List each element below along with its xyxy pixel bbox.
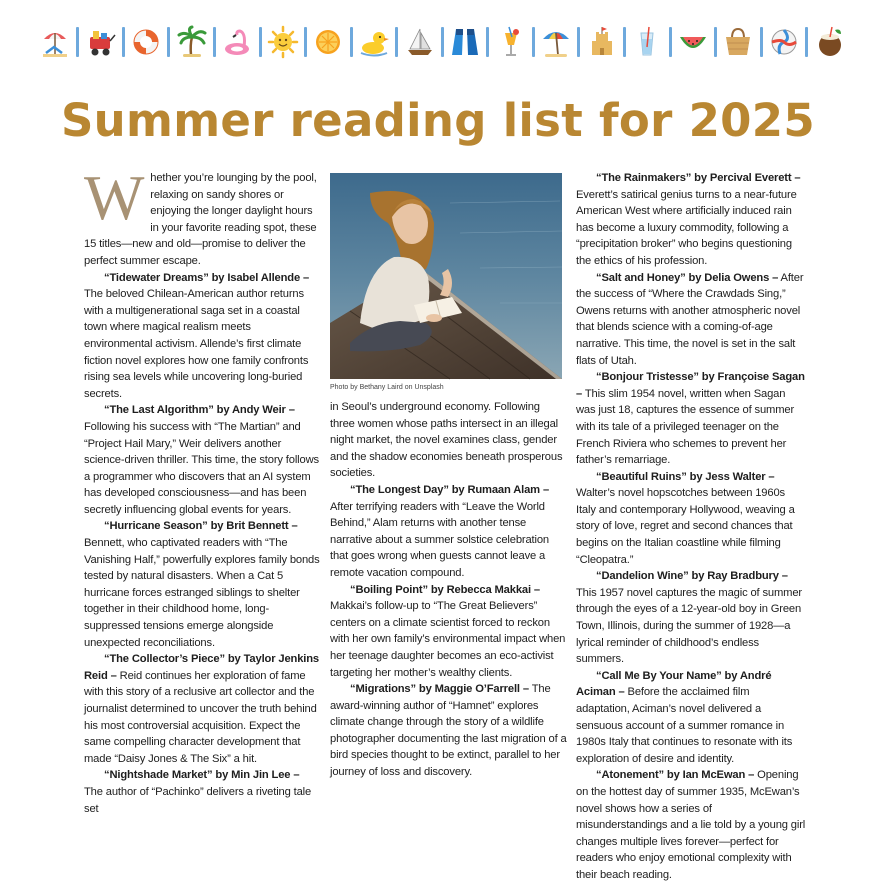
book-title: “Bonjour Tristesse” by Françoise Sagan – bbox=[576, 371, 805, 400]
sun-icon bbox=[268, 22, 298, 62]
book-description: Following his success with “The Martian” and “Project Hail Mary,” Weir delivers another science-driven thriller. This time, the story follows a programmer who discovers that an AI system has developed consciousness—and has been secretly influencing global events for years. bbox=[84, 420, 319, 516]
book-description: This slim 1954 novel, written when Sagan was just 18, captures the essence of summer with its tale of a privileged teenager on the French Riviera who schemes to prevent her father’s remarriage. bbox=[576, 387, 795, 467]
book-entry bbox=[330, 482, 567, 582]
book-title: “Atonement” by Ian McEwan – bbox=[596, 769, 755, 782]
icon-separator bbox=[304, 27, 307, 57]
cocktail-icon bbox=[496, 22, 526, 62]
book-description: After terrifying readers with “Leave the World Behind,” Alam returns with another tense narrative about a summer solstice celebration that goes wrong when guests cannot leave a remote vacation compound. bbox=[330, 500, 549, 579]
icon-separator bbox=[122, 27, 125, 57]
book-description: Before the acclaimed film adaptation, Aciman’s novel delivered a sensuous account of a summer romance in 1980s Italy that continues to resonate with its exploration of desire and identity. bbox=[576, 686, 793, 765]
icon-separator bbox=[259, 27, 262, 57]
book-description: Everett’s satirical genius turns to a near-future American West where artificially induced rain has become a luxury commodity, following a “precipitation broker” who begins questioning the ethics of his profession. bbox=[576, 188, 797, 267]
book-entry bbox=[576, 270, 806, 370]
orange-slice-icon bbox=[313, 22, 343, 62]
icon-separator bbox=[486, 27, 489, 57]
header-icon-strip bbox=[40, 16, 845, 68]
book-entry bbox=[84, 518, 320, 651]
book-entry bbox=[576, 369, 806, 469]
book-title: “Tidewater Dreams” by Isabel Allende – bbox=[104, 271, 310, 284]
article-column-3 bbox=[576, 170, 806, 884]
book-title: “Hurricane Season” by Brit Bennett – bbox=[104, 520, 298, 533]
book-description: The author of “Pachinko” delivers a riveting tale set bbox=[84, 785, 312, 815]
book-title: “The Longest Day” by Rumaan Alam – bbox=[350, 483, 550, 496]
watermelon-icon bbox=[678, 22, 708, 62]
life-ring-icon bbox=[131, 22, 161, 62]
book-entry bbox=[330, 582, 567, 682]
icon-separator bbox=[577, 27, 580, 57]
icon-separator bbox=[441, 27, 444, 57]
book-entry bbox=[576, 170, 806, 270]
book-entry bbox=[576, 568, 806, 668]
icon-separator bbox=[350, 27, 353, 57]
book-entry bbox=[84, 767, 320, 817]
icon-separator bbox=[805, 27, 808, 57]
book-entry bbox=[576, 469, 806, 569]
icon-separator bbox=[669, 27, 672, 57]
book-description: Reid continues her exploration of fame with this story of a reclusive art collector and the journalist determined to uncover the truth behind his most controversial acquisition. Expect the same compelling character development that made “Daisy Jones & The Six” a hit. bbox=[84, 669, 317, 765]
book-description: Bennett, who captivated readers with “The Vanishing Half,” powerfully explores family bonds tested by natural disasters. When a Cat 5 hurricane forces estranged siblings to shelter together in their childhood home, long-suppressed tensions emerge alongside unexpected reconciliations. bbox=[84, 537, 320, 649]
swim-fins-icon bbox=[450, 22, 480, 62]
beach-wagon-icon bbox=[86, 22, 116, 62]
book-description: The award-winning author of “Hamnet” explores climate change through the story of a wildlife photographer documenting the last migration of a bird species thought to be extinct, parallel to her journey of loss and discovery. bbox=[330, 683, 567, 779]
book-description: This 1957 novel captures the magic of summer through the eyes of a 12-year-old boy in Green Town, Illinois, during the summer of 1928—a lyrical reminder of childhood’s endless summers. bbox=[576, 586, 802, 666]
page-title: Summer reading list for 2025 bbox=[60, 94, 816, 147]
beach-chair-umbrella-icon bbox=[40, 22, 70, 62]
book-description: Makkai’s follow-up to “The Great Believers” centers on a climate scientist forced to reckon with her own family’s environmental impact when her teenage daughter becomes an eco-activist targeting her mother’s wealthy clients. bbox=[330, 600, 566, 679]
book-description: in Seoul’s underground economy. Following three women whose paths intersect in an illegal night market, the novel examines class, gender and the shadow economies beneath prosperous societies. bbox=[330, 401, 563, 480]
icon-separator bbox=[167, 27, 170, 57]
photo-caption: Photo by Bethany Laird on Unsplash bbox=[330, 384, 444, 391]
icon-separator bbox=[395, 27, 398, 57]
coconut-drink-icon bbox=[815, 22, 845, 62]
drop-cap: W bbox=[84, 162, 145, 233]
book-title: “Call Me By Your Name” by André Aciman – bbox=[576, 669, 772, 699]
volleyball-icon bbox=[769, 22, 799, 62]
beach-umbrella-icon bbox=[541, 22, 571, 62]
flamingo-float-icon bbox=[222, 22, 252, 62]
palm-trees-icon bbox=[177, 22, 207, 62]
book-title: “Salt and Honey” by Delia Owens – bbox=[596, 271, 779, 284]
sandcastle-icon bbox=[587, 22, 617, 62]
reading-photo bbox=[330, 173, 562, 379]
book-title: “Nightshade Market” by Min Jin Lee – bbox=[104, 769, 300, 782]
book-title: “The Last Algorithm” by Andy Weir – bbox=[104, 404, 295, 417]
sailboat-icon bbox=[405, 22, 435, 62]
book-title: “The Collector’s Piece” by Taylor Jenkins Reid – bbox=[84, 653, 319, 682]
book-title: “Boiling Point” by Rebecca Makkai – bbox=[350, 583, 540, 596]
book-title: “The Rainmakers” by Percival Everett – bbox=[596, 172, 801, 184]
book-entry bbox=[84, 402, 320, 518]
book-description: Opening on the hottest day of summer 1935, McEwan’s novel shows how a series of misunderstandings and a lie told by a young girl changes multiple lives forever—perfect for readers who enjoy emotional complexity with their beach reading. bbox=[576, 769, 806, 881]
icon-separator bbox=[714, 27, 717, 57]
article-column-1 bbox=[84, 162, 320, 817]
book-entry-continuation bbox=[330, 399, 567, 482]
book-title: “Beautiful Ruins” by Jess Walter – bbox=[596, 470, 775, 483]
icon-separator bbox=[623, 27, 626, 57]
book-entry bbox=[84, 651, 320, 767]
book-description: Walter’s novel hopscotches between 1960s Italy and contemporary Hollywood, weaving a story of love, regret and second chances that begins on the Italian coastline while filming “Cleopatra.” bbox=[576, 487, 795, 566]
icon-separator bbox=[532, 27, 535, 57]
book-entry bbox=[330, 681, 567, 781]
drink-glass-icon bbox=[632, 22, 662, 62]
article-column-2 bbox=[330, 399, 567, 781]
book-title: “Migrations” by Maggie O’Farrell – bbox=[350, 683, 529, 696]
book-entry bbox=[576, 767, 806, 883]
book-entry bbox=[84, 270, 320, 403]
book-description: The beloved Chilean-American author returns with a multigenerational saga set in a coastal town where magical realism meets environmental activism. Allende’s first climate fiction novel explores how one family confronts rising sea levels while uncovering long-buried secrets. bbox=[84, 288, 309, 400]
beach-bag-icon bbox=[723, 22, 753, 62]
book-description: After the success of “Where the Crawdads Sing,” Owens returns with another atmospheric novel that blends science with a coming-of-age narrative. This time, the novel is set in the salt flats of Utah. bbox=[576, 271, 804, 367]
icon-separator bbox=[760, 27, 763, 57]
icon-separator bbox=[213, 27, 216, 57]
intro-text: hether you’re lounging by the pool, relaxing on sandy shores or enjoying the longer daylight hours in your favorite reading spot, these 15 titles—new and old—promise to deliver the perfect summer escape. bbox=[84, 172, 317, 267]
book-entry bbox=[576, 668, 806, 768]
icon-separator bbox=[76, 27, 79, 57]
rubber-duck-icon bbox=[359, 22, 389, 62]
book-title: “Dandelion Wine” by Ray Bradbury – bbox=[596, 570, 788, 583]
